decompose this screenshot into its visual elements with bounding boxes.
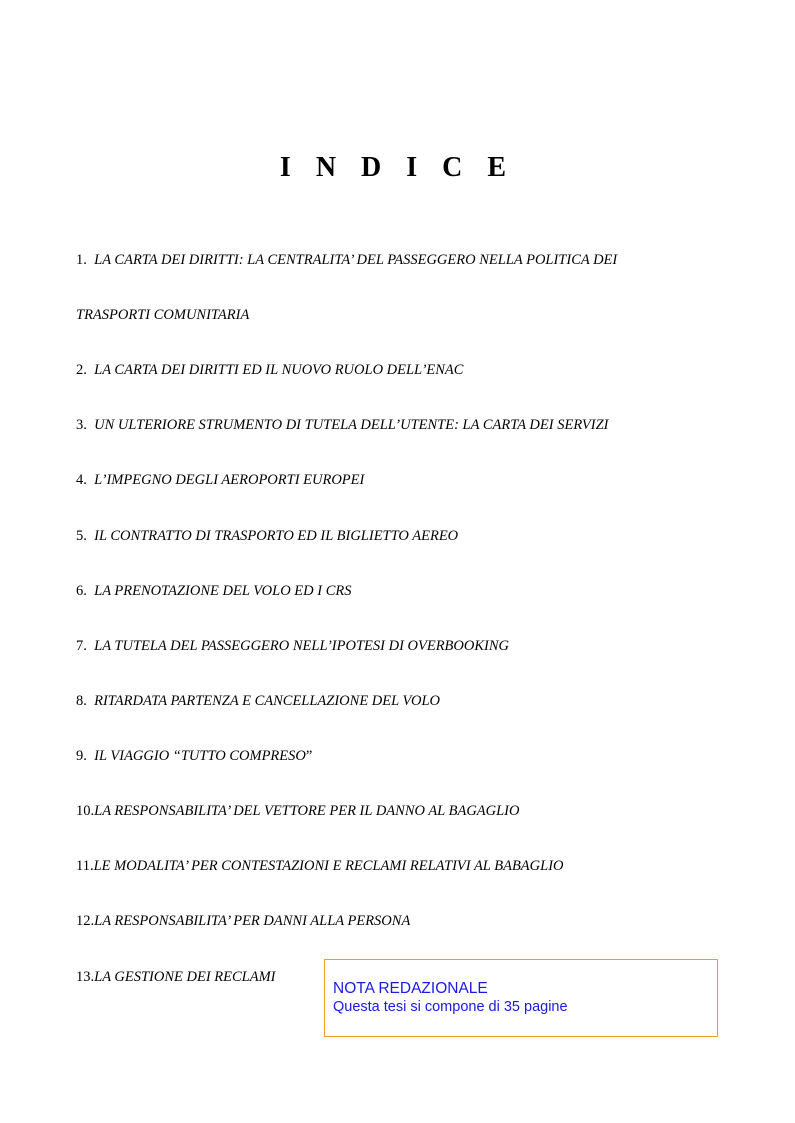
toc-number: 3.: [76, 417, 87, 433]
toc-entry-10: [76, 802, 519, 820]
toc-entry-3: [76, 416, 609, 434]
toc-title: LA RESPONSABILITA’ DEL VETTORE PER IL DANNO AL BAGAGLIO: [94, 803, 520, 819]
toc-number: 7.: [76, 638, 87, 654]
toc-title: LE MODALITA’ PER CONTESTAZIONI E RECLAMI RELATIVI AL BABAGLIO: [93, 858, 564, 874]
toc-entry-11: [76, 857, 564, 875]
note-body: Questa tesi si compone di 35 pagine: [333, 999, 568, 1015]
toc-title: LA CARTA DEI DIRITTI: LA CENTRALITA’ DEL PASSEGGERO NELLA POLITICA DEI: [94, 252, 618, 268]
toc-number: 1.: [76, 252, 87, 268]
toc-number: 13.: [76, 969, 95, 985]
toc-closing-quote: ”: [305, 748, 313, 764]
toc-entry-5: [76, 527, 458, 545]
toc-title: LA TUTELA DEL PASSEGGERO NELL’IPOTESI DI OVERBOOKING: [94, 638, 510, 654]
toc-entry-6: [76, 582, 352, 600]
toc-number: 9.: [76, 748, 87, 764]
toc-title: LA RESPONSABILITA’ PER DANNI ALLA PERSONA: [94, 913, 411, 929]
toc-title: L’IMPEGNO DEGLI AEROPORTI EUROPEI: [94, 472, 365, 488]
toc-number: 5.: [76, 528, 87, 544]
toc-title: UN ULTERIORE STRUMENTO DI TUTELA DELL’UTENTE: LA CARTA DEI SERVIZI: [94, 417, 609, 433]
toc-number: 10.: [76, 803, 95, 819]
note-title: NOTA REDAZIONALE: [333, 980, 488, 997]
toc-entry-13: [76, 968, 276, 986]
toc-number: 8.: [76, 693, 87, 709]
toc-number: 12.: [76, 913, 95, 929]
toc-title: IL VIAGGIO “TUTTO COMPRESO: [94, 748, 306, 764]
toc-entry-1-continuation: [76, 306, 249, 324]
toc-number: 11.: [76, 858, 94, 874]
page-title: I N D I C E: [279, 152, 516, 183]
toc-entry-12: [76, 912, 410, 930]
toc-title: LA PRENOTAZIONE DEL VOLO ED I CRS: [94, 583, 352, 599]
toc-entry-1: [76, 251, 617, 269]
toc-title: LA GESTIONE DEI RECLAMI: [94, 969, 276, 985]
toc-entry-4: [76, 471, 364, 489]
toc-number: 2.: [76, 362, 87, 378]
toc-title: TRASPORTI COMUNITARIA: [76, 307, 250, 323]
toc-title: RITARDATA PARTENZA E CANCELLAZIONE DEL VOLO: [94, 693, 440, 709]
toc-title: LA CARTA DEI DIRITTI ED IL NUOVO RUOLO DELL’ENAC: [94, 362, 464, 378]
toc-number: 4.: [76, 472, 87, 488]
editorial-note-box: [324, 959, 718, 1037]
toc-title: IL CONTRATTO DI TRASPORTO ED IL BIGLIETTO AEREO: [94, 528, 459, 544]
toc-entry-7: [76, 637, 509, 655]
toc-entry-2: [76, 361, 463, 379]
toc-number: 6.: [76, 583, 87, 599]
toc-entry-8: [76, 692, 440, 710]
toc-entry-9: [76, 747, 312, 765]
